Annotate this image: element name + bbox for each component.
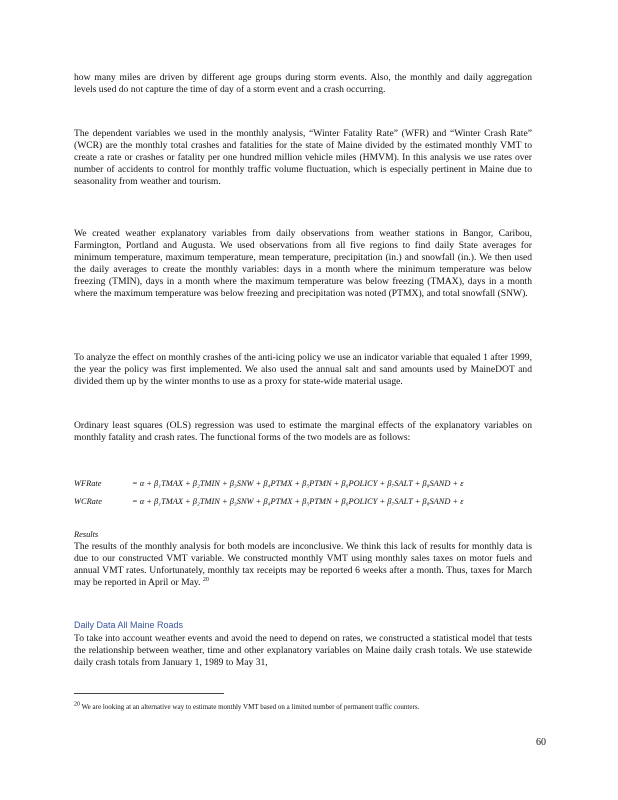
equation-rhs: = α + β₁TMAX + β₂TMIN + β₃SNW + β₄PTMX + β₅PTMN + β₆POLICY + β₇SALT + β₈SAND + ε bbox=[132, 479, 464, 488]
equation-lhs: WFRate bbox=[74, 479, 102, 488]
paragraph-text: We created weather explanatory variables from daily observations from weather stations in Bangor, Caribou, Farmington, Portland and Augusta. We used observations from all five regions to find daily State averages for minimum temperature, maximum temperature, mean temperature, precipitation (in.) and snowfall (in.). We then used the daily averages to create the monthly variables: days in a month where the minimum temperature was below freezing (TMIN), days in a month where the maximum temperature was below freezing (TMAX), days in a month where the maximum temperature was below freezing and precipitation was noted (PTMX), and total snowfall (SNW). bbox=[74, 228, 532, 300]
paragraph-text: how many miles are driven by different age groups during storm events. Also, the monthly and daily aggregation levels used do not capture the time of day of a storm event and a crash occurring. bbox=[74, 72, 532, 96]
footnote-number: 20 bbox=[74, 701, 80, 708]
footnote bbox=[74, 702, 532, 712]
paragraph-vmt-limitations bbox=[74, 72, 532, 96]
equation-rhs: = α + β₁TMAX + β₂TMIN + β₃SNW + β₄PTMX + β₅PTMN + β₆POLICY + β₇SALT + β₈SAND + ε bbox=[132, 497, 464, 506]
footnote-divider bbox=[74, 693, 224, 694]
footnote-text: We are looking at an alternative way to estimate monthly VMT based on a limited number of permanent traffic counters. bbox=[81, 703, 420, 711]
results-text: The results of the monthly analysis for both models are inconclusive. We think this lack of results for monthly data is due to our constructed VMT variable. We constructed monthly VMT using monthly sales taxes on motor fuels and annual VMT rates. Unfortunately, monthly tax receipts may be reported 6 weeks after a month. Thus, taxes for March may be reported in April or May. bbox=[74, 541, 532, 589]
results-heading: Results bbox=[74, 530, 99, 539]
footnote-reference: 20 bbox=[202, 577, 209, 584]
paragraph-text: To analyze the effect on monthly crashes of the anti-icing policy we use an indicator variable that equaled 1 after 1999, the year the policy was first implemented. We also used the annual salt and sand amounts used by MaineDOT and divided them up by the winter months to use as a proxy for state-wide material usage. bbox=[74, 352, 532, 388]
equation-wfrate bbox=[74, 478, 544, 489]
paragraph-weather-variables bbox=[74, 228, 532, 301]
paragraph-daily-data bbox=[74, 633, 532, 669]
page-number: 60 bbox=[536, 737, 546, 748]
paragraph-policy-variable bbox=[74, 352, 532, 388]
equation-lhs: WCRate bbox=[74, 497, 102, 506]
paragraph-results bbox=[74, 541, 532, 589]
section-heading-daily-data: Daily Data All Maine Roads bbox=[74, 620, 184, 630]
paragraph-text: The dependent variables we used in the monthly analysis, “Winter Fatality Rate” (WFR) and “Winter Crash Rate” (WCR) are the monthly total crashes and fatalities for the state of Maine divided by the estimated monthly VMT to create a rate or crashes or fatality per one hundred million vehicle miles (HMVM). In this analysis we use rates over number of accidents to control for monthly traffic volume fluctuation, which is especially pertinent in Maine due to seasonality from weather and tourism. bbox=[74, 128, 532, 188]
paragraph-ols-models bbox=[74, 420, 532, 444]
paragraph-dependent-variables bbox=[74, 128, 532, 188]
equation-wcrate bbox=[74, 496, 544, 507]
paragraph-text: To take into account weather events and avoid the need to depend on rates, we constructed a statistical model that tests the relationship between weather, time and other explanatory variables on Maine daily crash totals. We use statewide daily crash totals from January 1, 1989 to May 31, bbox=[74, 633, 532, 669]
paragraph-text bbox=[74, 541, 532, 589]
paragraph-text: Ordinary least squares (OLS) regression was used to estimate the marginal effects of the explanatory variables on monthly fatality and crash rates. The functional forms of the two models are as follows: bbox=[74, 420, 532, 444]
